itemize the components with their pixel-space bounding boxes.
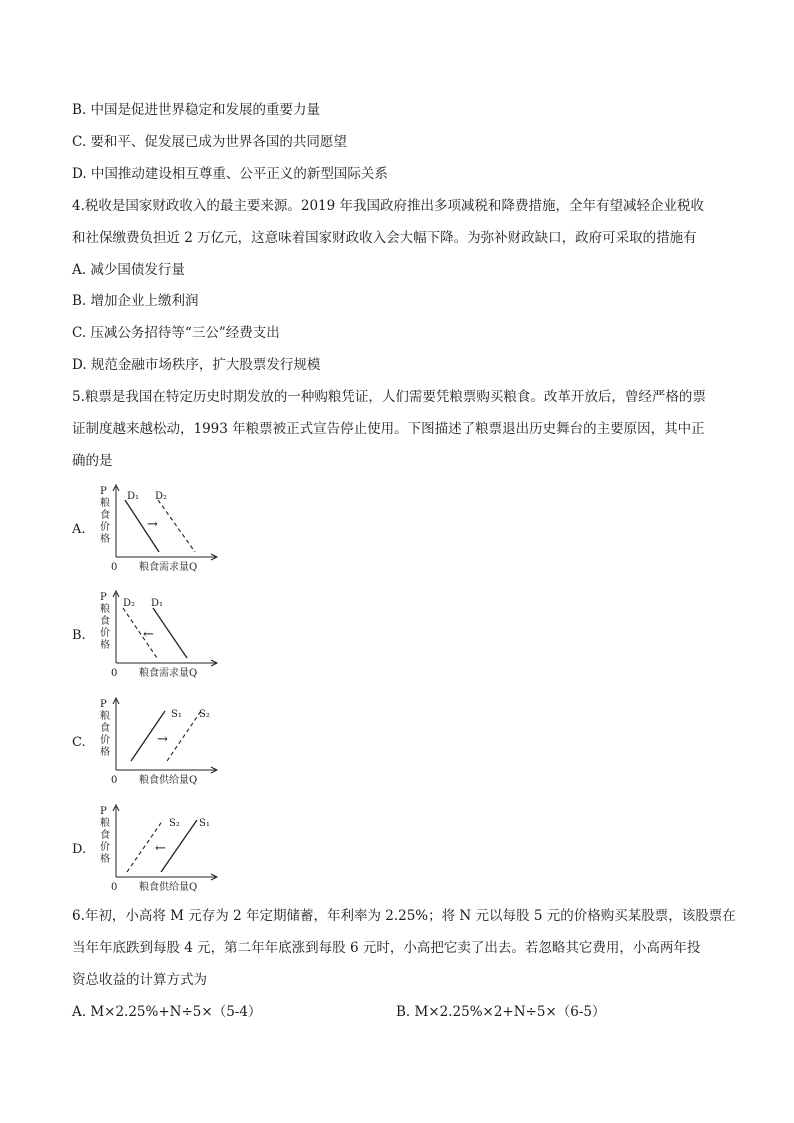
axis-p-label: P: [100, 486, 107, 497]
q5-graph-d: [95, 802, 235, 894]
q6-option-b: B. M×2.25%×2+N÷5×（6-5）: [396, 1004, 606, 1020]
origin-label: 0: [111, 882, 118, 893]
ylabel-char: 价: [100, 522, 110, 533]
q4-option-a: A. 减少国债发行量: [72, 262, 185, 278]
axis-p-label: P: [100, 592, 107, 603]
curve1-label: S₂: [169, 818, 180, 829]
curve-d1: [153, 608, 187, 658]
shift-arrow-left: ←: [143, 627, 154, 642]
shift-arrow-left: ←: [155, 841, 166, 856]
ylabel-char: 格: [100, 534, 110, 545]
x-axis-label: 粮食供给量Q: [139, 882, 198, 893]
q4-option-c: C. 压减公务招待等“三公”经费支出: [72, 325, 280, 341]
q4-option-d: D. 规范金融市场秩序，扩大股票发行规模: [72, 357, 321, 373]
x-axis-label: 粮食需求量Q: [139, 668, 198, 679]
ylabel-char: 价: [100, 735, 110, 746]
ylabel-char: 食: [100, 616, 110, 627]
q4-stem-line-2: 和社保缴费负担近 2 万亿元，这意味着国家财政收入会大幅下降。为弥补财政缺口，政府可采取的措施有: [72, 230, 697, 246]
curve2-label: S₂: [199, 709, 210, 720]
ylabel-char: 粮: [100, 604, 110, 615]
x-axis-label: 粮食需求量Q: [139, 562, 198, 573]
ylabel-char: 格: [100, 854, 110, 865]
axis-p-label: P: [100, 699, 107, 710]
q5-stem-line-1: 5.粮票是我国在特定历史时期发放的一种购粮凭证，人们需要凭粮票购买粮食。改革开放后，曾经严格的票: [72, 389, 706, 405]
q5-stem-line-3: 确的是: [72, 453, 113, 469]
x-axis-label: 粮食供给量Q: [139, 775, 198, 786]
q3-option-c: C. 要和平、促发展已成为世界各国的共同愿望: [72, 134, 347, 150]
q5-graph-c-label: C.: [72, 735, 86, 750]
axis-p-label: P: [100, 806, 107, 817]
curve-d2-dashed: [158, 500, 195, 552]
origin-label: 0: [111, 562, 118, 573]
ylabel-char: 粮: [100, 498, 110, 509]
q4-stem-line-1: 4.税收是国家财政收入的最主要来源。2019 年我国政府推出多项减税和降费措施，全年有望减轻企业税收: [72, 198, 705, 214]
q4-option-b: B. 增加企业上缴利润: [72, 293, 199, 309]
shift-arrow-right: →: [157, 732, 168, 747]
q3-option-d: D. 中国推动建设相互尊重、公平正义的新型国际关系: [72, 166, 388, 182]
ylabel-char: 食: [100, 723, 110, 734]
ylabel-char: 价: [100, 628, 110, 639]
q6-stem-line-1: 6.年初，小高将 M 元存为 2 年定期储蓄，年利率为 2.25%；将 N 元以每股 5 元的价格购买某股票，该股票在: [72, 908, 736, 924]
shift-arrow-right: →: [147, 517, 158, 532]
curve2-label: D₂: [155, 491, 168, 502]
origin-label: 0: [111, 775, 118, 786]
ylabel-char: 格: [100, 640, 110, 651]
curve1-label: S₁: [171, 709, 182, 720]
ylabel-char: 格: [100, 747, 110, 758]
q6-option-a: A. M×2.25%+N÷5×（5-4）: [72, 1004, 262, 1020]
q6-stem-line-2: 当年年底跌到每股 4 元，第二年年底涨到每股 6 元时，小高把它卖了出去。若忽略其它费用，小高两年投: [72, 940, 701, 956]
q5-graph-c: [95, 695, 235, 787]
curve2-label: S₁: [199, 818, 210, 829]
origin-label: 0: [111, 668, 118, 679]
q6-stem-line-3: 资总收益的计算方式为: [72, 972, 207, 988]
curve1-label: D₁: [127, 491, 140, 502]
curve1-label: D₂: [123, 598, 136, 609]
q3-option-b: B. 中国是促进世界稳定和发展的重要力量: [72, 102, 321, 118]
ylabel-char: 价: [100, 842, 110, 853]
q5-graph-a-label: A.: [72, 522, 86, 537]
q5-graph-b-label: B.: [72, 628, 86, 643]
q5-graph-b: [95, 588, 235, 680]
q5-graph-d-label: D.: [72, 842, 87, 857]
q5-graph-a: [95, 482, 235, 574]
ylabel-char: 食: [100, 830, 110, 841]
ylabel-char: 粮: [100, 818, 110, 829]
curve2-label: D₁: [151, 598, 164, 609]
q5-stem-line-2: 证制度越来越松动，1993 年粮票被正式宣告停止使用。下图描述了粮票退出历史舞台的主要原因，其中正: [72, 421, 705, 437]
ylabel-char: 粮: [100, 711, 110, 722]
ylabel-char: 食: [100, 510, 110, 521]
